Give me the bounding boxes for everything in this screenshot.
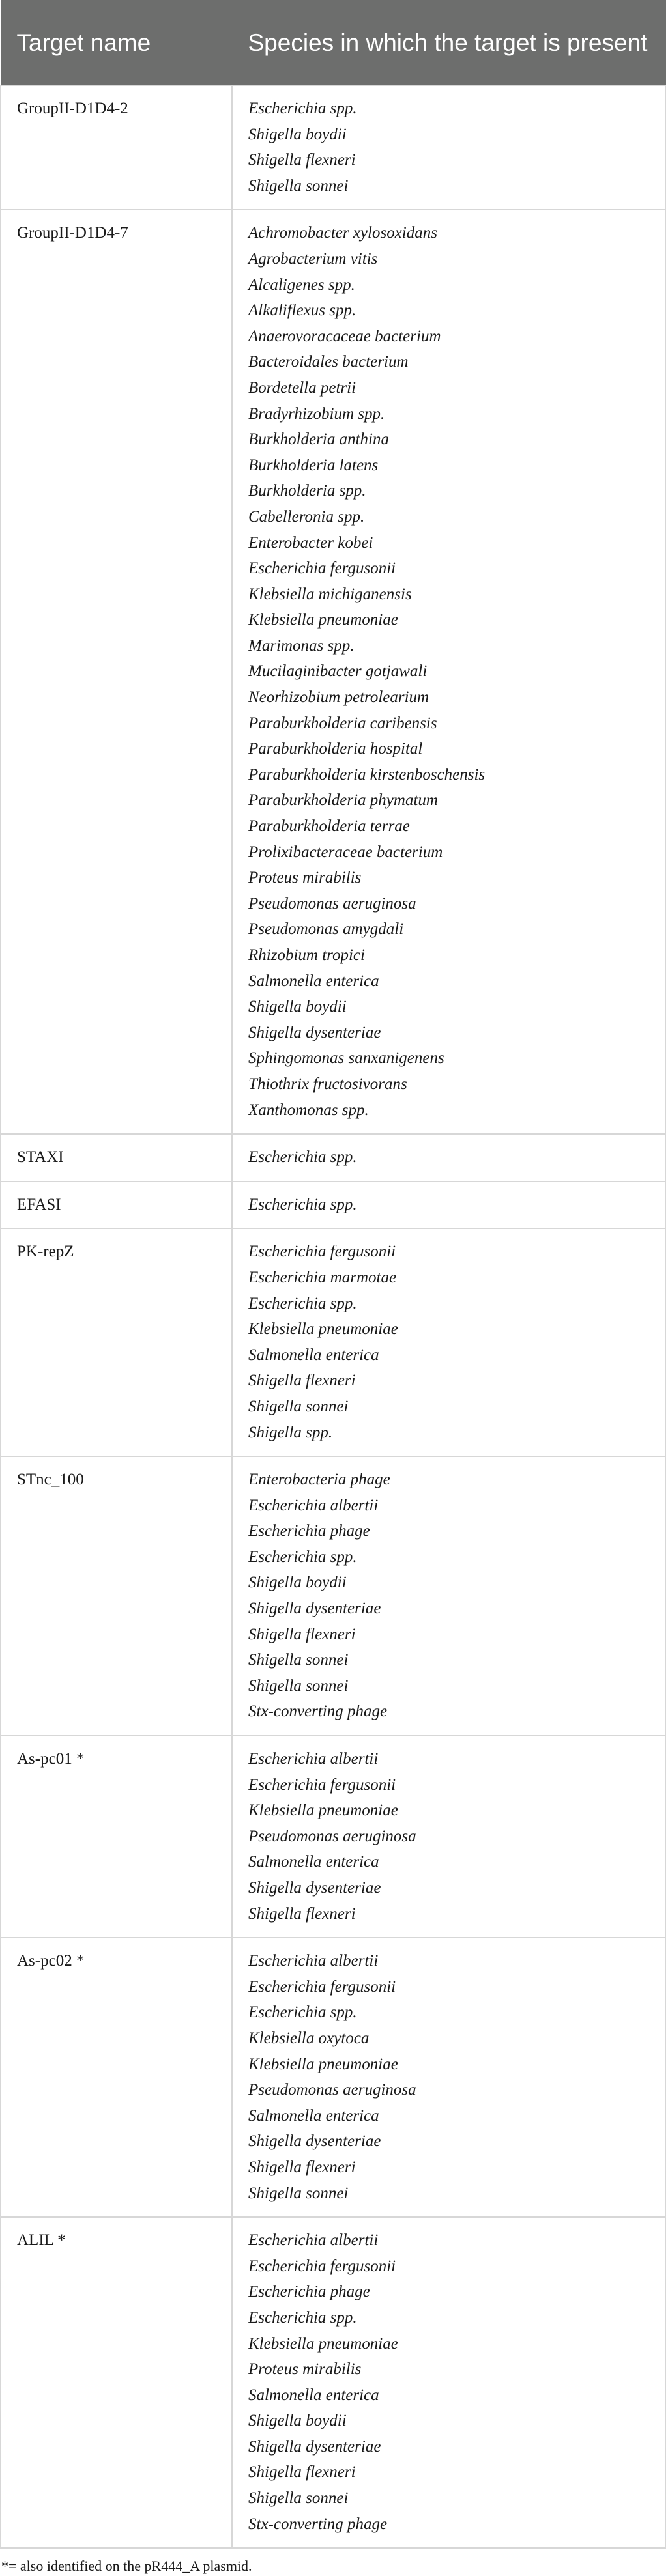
header-target-name: Target name xyxy=(1,1,232,86)
species-name: Paraburkholderia kirstenboschensis xyxy=(248,765,486,784)
species-name: Achromobacter xylosoxidans xyxy=(248,224,437,242)
species-name: Klebsiella oxytoca xyxy=(248,2029,370,2047)
species-name: Proteus mirabilis xyxy=(248,869,362,887)
species-name: Salmonella enterica xyxy=(248,972,379,990)
target-name-cell: As-pc02 * xyxy=(1,1938,232,2217)
target-name-cell: STAXI xyxy=(1,1134,232,1182)
species-name: Escherichia albertii xyxy=(248,1496,379,1514)
species-name: Klebsiella pneumoniae xyxy=(248,1320,398,1338)
table-row xyxy=(1,210,665,1134)
species-name: Bacteroidales bacterium xyxy=(248,353,409,371)
species-cell xyxy=(232,1938,665,2217)
species-name: Shigella boydii xyxy=(248,125,347,143)
species-name: Escherichia spp. xyxy=(248,1148,357,1167)
species-cell xyxy=(232,1182,665,1229)
species-name: Shigella dysenteriae xyxy=(248,2437,381,2456)
species-name: Agrobacterium vitis xyxy=(248,249,378,268)
species-name: Paraburkholderia terrae xyxy=(248,817,410,836)
species-name: Klebsiella pneumoniae xyxy=(248,2334,398,2353)
species-name: Shigella flexneri xyxy=(248,2463,356,2482)
species-name: Escherichia spp. xyxy=(248,100,357,117)
species-name: Rhizobium tropici xyxy=(248,946,365,964)
header-species: Species in which the target is present xyxy=(232,1,665,86)
species-name: Burkholderia anthina xyxy=(248,431,389,449)
species-name: Pseudomonas amygdali xyxy=(248,920,404,939)
species-name: Shigella flexneri xyxy=(248,1904,356,1923)
species-name: Shigella sonnei xyxy=(248,2489,349,2508)
species-name: Klebsiella pneumoniae xyxy=(248,2055,398,2073)
species-name: Proteus mirabilis xyxy=(248,2360,362,2379)
species-name: Paraburkholderia hospital xyxy=(248,740,423,758)
table-row xyxy=(1,1456,665,1736)
species-name: Shigella sonnei xyxy=(248,1651,349,1669)
species-name: Salmonella enterica xyxy=(248,2106,379,2125)
species-name: Stx-converting phage xyxy=(248,2515,388,2533)
species-name: Burkholderia spp. xyxy=(248,482,366,500)
species-name: Escherichia fergusonii xyxy=(248,1776,396,1794)
species-name: Shigella dysenteriae xyxy=(248,1879,381,1897)
species-name: Cabelleronia spp. xyxy=(248,507,365,526)
species-name: Escherichia spp. xyxy=(248,1294,357,1312)
species-name: Pseudomonas aeruginosa xyxy=(248,1827,416,1845)
species-name: Shigella flexneri xyxy=(248,1625,356,1643)
table-row xyxy=(1,2217,665,2548)
species-name: Paraburkholderia phymatum xyxy=(248,791,438,810)
species-name: Escherichia phage xyxy=(248,1522,370,1540)
table-row xyxy=(1,85,665,210)
target-name-cell: GroupII-D1D4-2 xyxy=(1,85,232,210)
species-cell xyxy=(232,1228,665,1456)
species-name: Shigella boydii xyxy=(248,1574,347,1592)
target-name-cell: GroupII-D1D4-7 xyxy=(1,210,232,1134)
species-name: Escherichia albertii xyxy=(248,1750,379,1768)
species-name: Shigella flexneri xyxy=(248,2158,356,2176)
species-name: Klebsiella michiganensis xyxy=(248,585,412,603)
target-name-cell: EFASI xyxy=(1,1182,232,1229)
species-name: Alcaligenes spp. xyxy=(248,276,355,294)
species-name: Escherichia fergusonii xyxy=(248,2257,396,2275)
species-name: Escherichia marmotae xyxy=(248,1268,397,1286)
species-name: Escherichia spp. xyxy=(248,1548,357,1566)
species-name: Salmonella enterica xyxy=(248,1853,379,1871)
species-name: Escherichia fergusonii xyxy=(248,559,396,578)
target-name-cell: STnc_100 xyxy=(1,1456,232,1736)
target-name-cell: As-pc01 * xyxy=(1,1736,232,1938)
species-name: Shigella boydii xyxy=(248,998,347,1016)
table-row xyxy=(1,1228,665,1456)
species-name: Shigella flexneri xyxy=(248,151,356,169)
table-row xyxy=(1,1938,665,2217)
species-name: Enterobacter kobei xyxy=(248,533,373,552)
species-cell xyxy=(232,2217,665,2548)
species-name: Salmonella enterica xyxy=(248,2386,379,2404)
species-name: Klebsiella pneumoniae xyxy=(248,1802,398,1820)
species-name: Shigella dysenteriae xyxy=(248,1600,381,1618)
target-name-cell: PK-repZ xyxy=(1,1228,232,1456)
species-name: Escherichia phage xyxy=(248,2283,370,2301)
species-name: Pseudomonas aeruginosa xyxy=(248,894,416,913)
species-name: Shigella spp. xyxy=(248,1423,333,1441)
species-name: Shigella sonnei xyxy=(248,1677,349,1695)
species-name: Alkaliflexus spp. xyxy=(248,302,356,320)
species-cell xyxy=(232,210,665,1134)
species-name: Mucilaginibacter gotjawali xyxy=(248,662,428,681)
species-name: Shigella sonnei xyxy=(248,177,349,195)
table-footnote: *= also identified on the pR444_A plasmid. xyxy=(1,2558,252,2575)
species-name: Salmonella enterica xyxy=(248,1346,379,1364)
species-name: Escherichia albertii xyxy=(248,1952,379,1970)
species-name: Xanthomonas spp. xyxy=(248,1101,369,1119)
species-name: Bradyrhizobium spp. xyxy=(248,404,385,423)
species-name: Shigella dysenteriae xyxy=(248,1023,381,1041)
species-name: Escherichia fergusonii xyxy=(248,1977,396,1996)
species-name: Marimonas spp. xyxy=(248,636,355,655)
table-row xyxy=(1,1182,665,1229)
species-cell xyxy=(232,85,665,210)
target-name-cell: ALIL * xyxy=(1,2217,232,2548)
species-name: Sphingomonas sanxanigenens xyxy=(248,1049,444,1068)
table-header-row xyxy=(1,1,665,86)
species-name: Shigella sonnei xyxy=(248,1397,349,1415)
table-row xyxy=(1,1736,665,1938)
species-name: Klebsiella pneumoniae xyxy=(248,611,398,629)
species-name: Prolixibacteraceae bacterium xyxy=(248,843,443,861)
species-name: Escherichia albertii xyxy=(248,2231,379,2250)
species-cell xyxy=(232,1736,665,1938)
species-name: Escherichia spp. xyxy=(248,2308,357,2327)
table-body xyxy=(1,85,665,2548)
species-name: Anaerovoracaceae bacterium xyxy=(248,327,441,345)
species-name: Escherichia spp. xyxy=(248,2003,357,2022)
species-name: Shigella sonnei xyxy=(248,2184,349,2202)
species-name: Escherichia fergusonii xyxy=(248,1243,396,1261)
species-name: Thiothrix fructosivorans xyxy=(248,1075,407,1093)
species-name: Pseudomonas aeruginosa xyxy=(248,2081,416,2099)
species-name: Stx-converting phage xyxy=(248,1703,388,1721)
species-name: Neorhizobium petrolearium xyxy=(248,688,429,707)
species-name: Shigella boydii xyxy=(248,2412,347,2430)
species-name: Bordetella petrii xyxy=(248,378,356,397)
species-name: Escherichia spp. xyxy=(248,1195,357,1213)
species-name: Shigella flexneri xyxy=(248,1372,356,1390)
species-cell xyxy=(232,1134,665,1182)
species-name: Paraburkholderia caribensis xyxy=(248,714,437,732)
species-name: Shigella dysenteriae xyxy=(248,2132,381,2151)
species-cell xyxy=(232,1456,665,1736)
table-row xyxy=(1,1134,665,1182)
species-name: Burkholderia latens xyxy=(248,456,379,474)
species-name: Enterobacteria phage xyxy=(248,1471,390,1489)
